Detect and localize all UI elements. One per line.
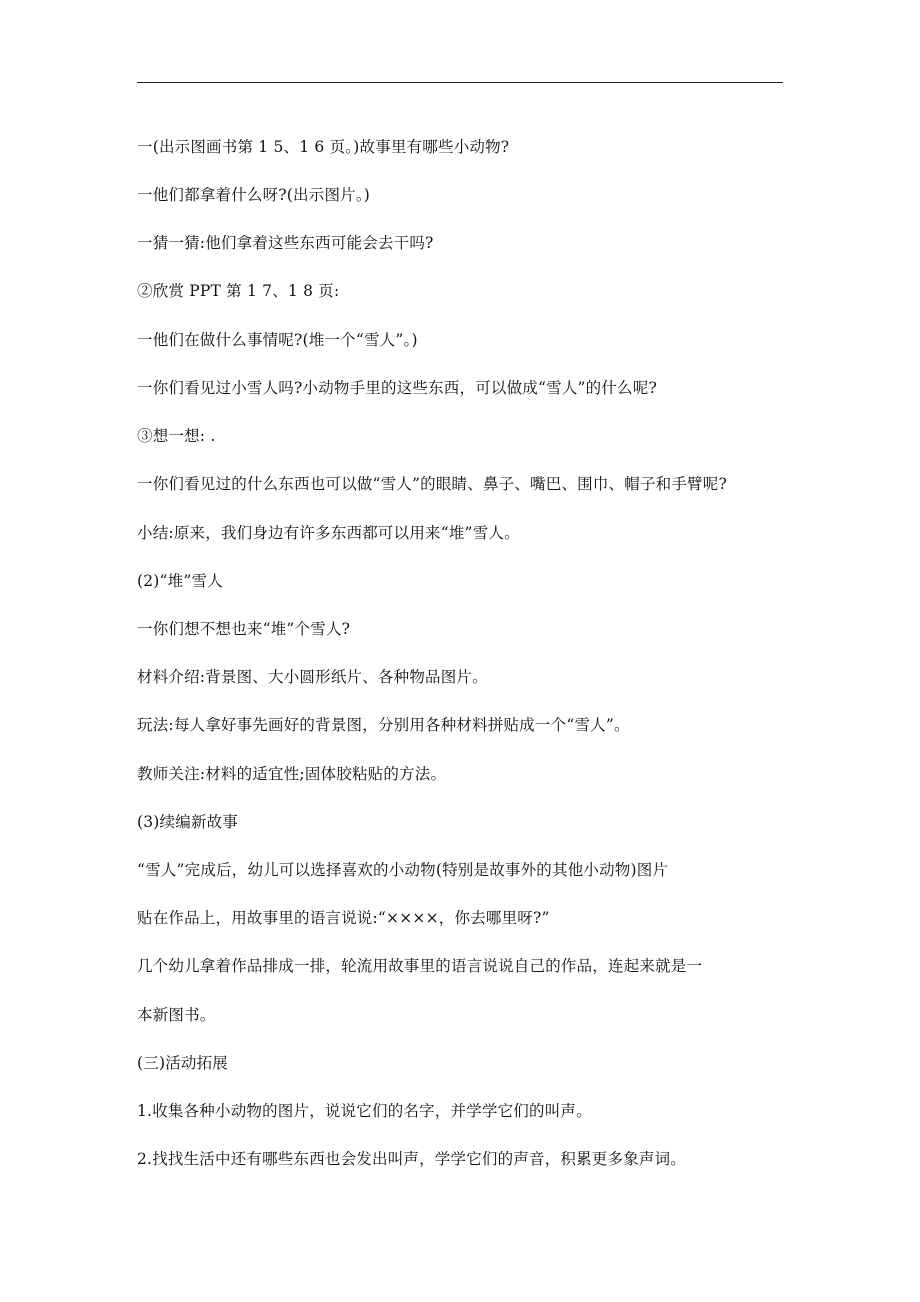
text-line: 玩法:每人拿好事先画好的背景图，分别用各种材料拼贴成一个“雪人”。	[137, 716, 630, 734]
text-line: 小结:原来，我们身边有许多东西都可以用来“堆”雪人。	[137, 524, 520, 542]
section-heading: (三)活动拓展	[137, 1054, 228, 1072]
text-line: ③想一想: .	[137, 427, 216, 445]
text-line: 贴在作品上，用故事里的语言说说:“××××，你去哪里呀?”	[137, 909, 550, 927]
text-line: 一他们都拿着什么呀?(出示图片。)	[137, 186, 371, 204]
text-line: 一你们想不想也来“堆”个雪人?	[137, 620, 351, 638]
text-line: ②欣赏 PPT 第 1 7、1 8 页:	[137, 282, 340, 300]
text-line: 一你们看见过的什么东西也可以做“雪人”的眼睛、鼻子、嘴巴、围巾、帽子和手臂呢?	[137, 475, 727, 493]
text-line: 几个幼儿拿着作品排成一排，轮流用故事里的语言说说自己的作品，连起来就是一	[137, 957, 703, 975]
text-line: 一他们在做什么事情呢?(堆一个“雪人”。)	[137, 331, 418, 349]
text-line: 本新图书。	[137, 1006, 216, 1024]
text-line: “雪人”完成后，幼儿可以选择喜欢的小动物(特别是故事外的其他小动物)图片	[137, 861, 669, 879]
text-line: 材料介绍:背景图、大小圆形纸片、各种物品图片。	[137, 668, 488, 686]
text-line: 一猜一猜:他们拿着这些东西可能会去干吗?	[137, 234, 434, 252]
text-line: 一你们看见过小雪人吗?小动物手里的这些东西，可以做成“雪人”的什么呢?	[137, 379, 657, 397]
text-line: 教师关注:材料的适宜性;固体胶粘贴的方法。	[137, 765, 447, 783]
list-item: 1.收集各种小动物的图片，说说它们的名字，并学学它们的叫声。	[137, 1102, 592, 1120]
text-line: 一(出示图画书第 1 5、1 6 页。)故事里有哪些小动物?	[137, 138, 510, 156]
section-heading: (2)“堆”雪人	[137, 572, 223, 590]
header-rule	[137, 82, 783, 83]
list-item: 2.找找生活中还有哪些东西也会发出叫声，学学它们的声音，积累更多象声词。	[137, 1150, 686, 1168]
section-heading: (3)续编新故事	[137, 813, 239, 831]
